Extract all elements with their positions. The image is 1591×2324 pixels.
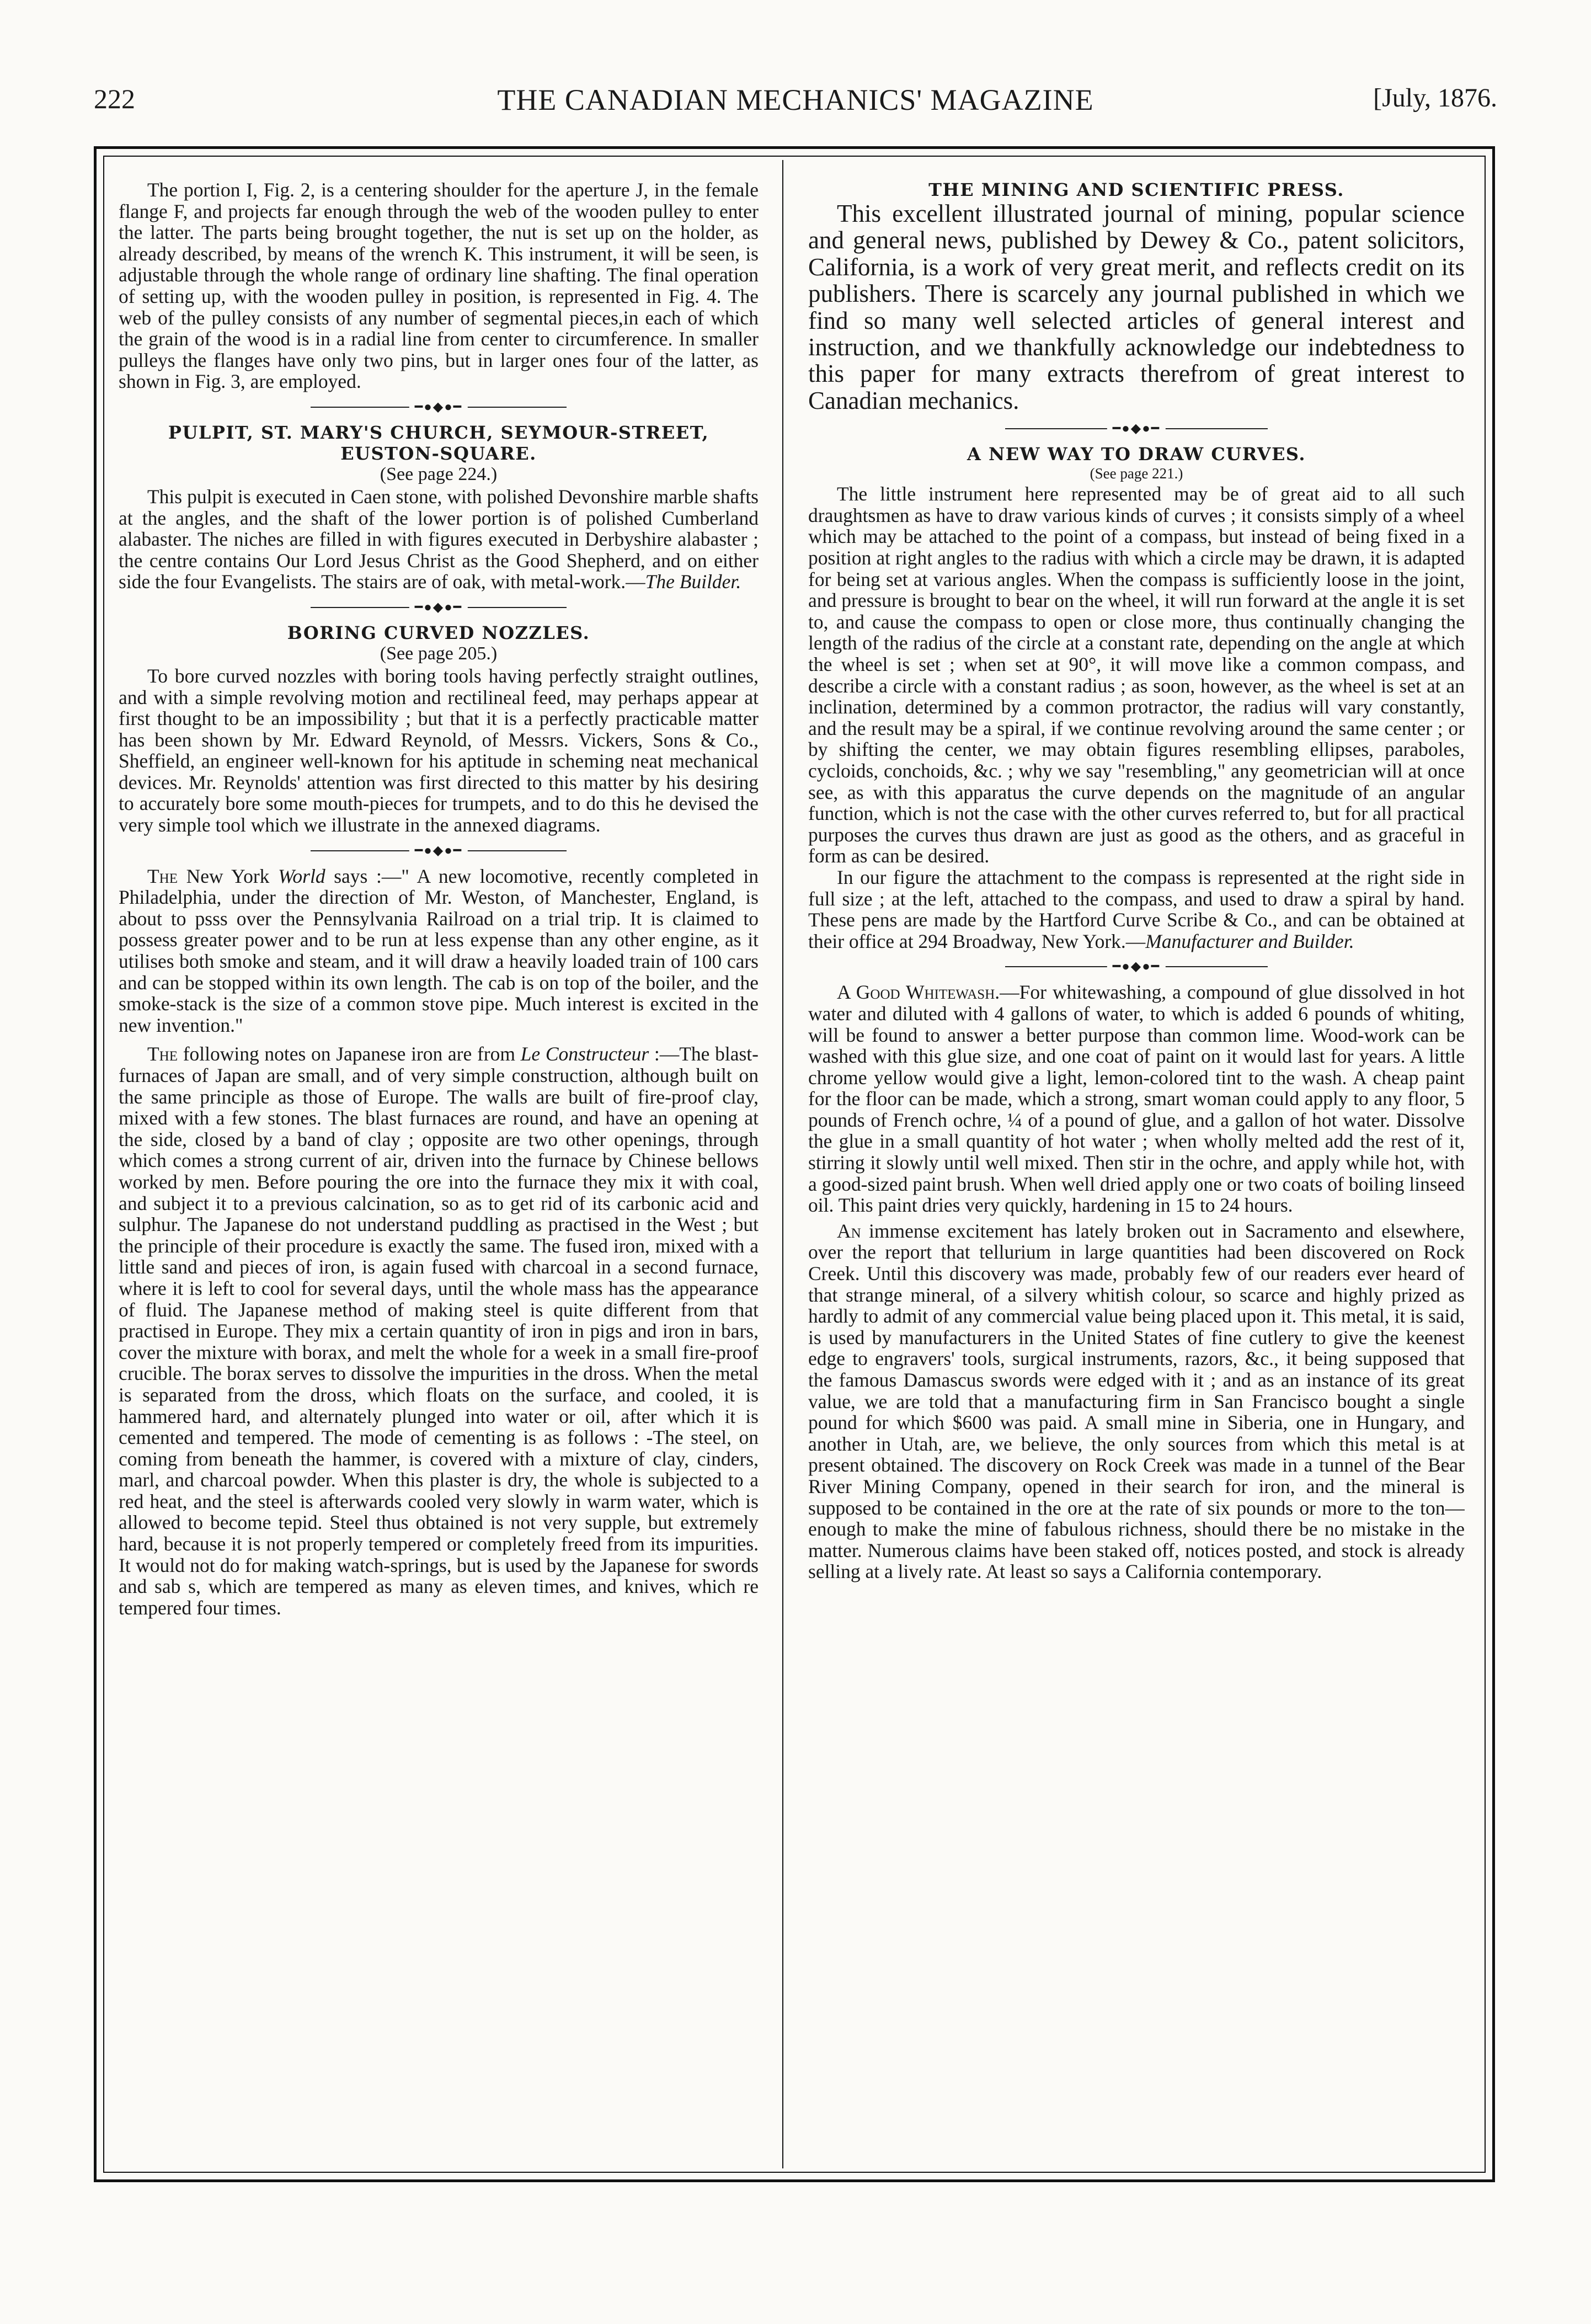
pulpit-source: The Builder.: [645, 571, 741, 593]
newspaper-name: World: [278, 865, 325, 887]
tellurium-paragraph: An immense excitement has lately broken out in Sacramento and elsewhere, over the report that tellurium in large quantities had been discovered on Rock Creek. Until this discovery was made, probably few of our readers ever heard of that strange mineral, of a silvery whitish colour, so scarce and highly prized as hardly to admit of any commercial value being placed upon it. This metal, it is said, is used by manufacturers in the United States of fine cutlery to give the keenest edge to engravers' tools, surgical instruments, razors, &c., it being supposed that the famous Damascus swords were edged with it ; and as an instance of its great value, we are told that a manufacturing firm in San Francisco bought a single pound for which $600 was paid. A small mine in Siberia, one in Hungary, and another in Utah, are, we believe, the only sources from which this metal is at present obtained. The discovery on Rock Creek was made in a tunnel of the Bear River Mining Company, opened in their search for iron, and the mineral is supposed to be contained in the ore at the rate of six pounds or more to the ton—enough to make the mine of fabulous richness, should there be no mistake in the matter. Numerous claims have been staked off, notices posted, and stock is already selling at a lively rate. At least so says a California contemporary.: [808, 1219, 1465, 1583]
curves-paragraph-2: In our figure the attachment to the compass is represented at the right side in full size ; at the left, attached to the compass, and used to draw a spiral by hand. These pens are made by the Hartford Curve Scribe & Co., and can be obtained at their office at 294 Broadway, New York.—Manufacturer and Builder.: [808, 866, 1465, 952]
press-paragraph: This excellent illustrated journal of mining, popular science and general news, published by Dewey & Co., patent solicitors, California, is a work of very great merit, and reflects credit on its publishers. There is scarcely any journal published in which we find so many well selected articles of general interest and instruction, and we thankfully acknowledge our indebtedness to this paper for many extracts therefrom of great interest to Canadian mechanics.: [808, 200, 1465, 414]
pulpit-see-page: (See page 224.): [380, 463, 498, 484]
japanese-iron-paragraph: The following notes on Japanese iron are from Le Constructeur :—The blast-furnaces of Japan are small, and of very simple construction, although built on the same principle as those of Europe. The walls are built of fire-proof clay, mixed with a few stones. The blast furnaces are round, and have an opening at the side, closed by a band of clay ; opposite are two other openings, through which comes a strong current of air, driven into the furnace by Chinese bellows worked by men. Before pouring the ore into the furnace they mix it with coal, and subject it to a previous calcination, so as to get rid of its carbonic acid and sulphur. The Japanese do not understand puddling as practised in the West ; but the principle of their procedure is exactly the same. The fused iron, mixed with a little sand and pieces of iron, is again fused with charcoal in a second furnace, where it is left to cool for several days, until the whole mass has the appearance of fluid. The Japanese method of making steel is quite different from that practised in Europe. They mix a certain quantity of iron in pigs and iron in bars, cover the mixture with borax, and melt the whole for a week in a small fire-proof crucible. The borax serves to dissolve the impurities in the dross. When the metal is separated from the dross, which floats on the surface, and cooled, it is hammered hard, and alternately plunged into water or oil, after which it is cemented and tempered. The mode of cementing is as follows : -The steel, on coming from beneath the hammer, is covered with a mixture of clay, cinders, marl, and charcoal powder. When this plaster is dry, the whole is subjected to a red heat, and the steel is afterwards cooled very slowly in warm water, which is allowed to become tepid. Steel thus obtained is not very supple, but extremely hard, because it is not properly tempered or completely freed from its impurities. It would not do for making watch-springs, but is used by the Japanese for swords and sab s, which are tempered as many as eleven times, and knives, which re tempered four times.: [119, 1043, 759, 1619]
curves-heading: A NEW WAY TO DRAW CURVES.: [967, 444, 1306, 465]
nozzles-paragraph: To bore curved nozzles with boring tools having perfectly straight outlines, and with a simple revolving motion and rectilineal feed, may perhaps appear at first thought to be an impossibility ; but that it is a perfectly practicable matter has been shown by Mr. Edward Reynold, of Messrs. Vickers, Sons & Co., Sheffield, an engineer well-known for his aptitude in scheming neat mechanical devices. Mr. Reynolds' attention was first directed to this matter by his desiring to accurately bore some mouth-pieces for trumpets, and to do this he devised the very simple tool which we illustrate in the annexed diagrams.: [119, 664, 759, 836]
pulley-paragraph: The portion I, Fig. 2, is a centering shoulder for the aperture J, in the female flange F, and projects far enough through the web of the wooden pulley to enter the latter. The parts being brought together, the nut is set up on the holder, as already described, by means of the wrench K. This instrument, it will be seen, is adjustable through the whole range of ordinary line shafting. The final operation of setting up, with the wooden pulley in position, is represented in Fig. 4. The web of the pulley consists of any number of segmental pieces,in each of which the grain of the wood is in a radial line from center to circumference. In smaller pulleys the flanges have only two pins, but in larger ones four of the latter, as shown in Fig. 3, are employed.: [119, 179, 759, 393]
nozzles-see-page: (See page 205.): [380, 643, 498, 664]
page-frame: [94, 146, 1495, 2182]
nozzles-heading: BORING CURVED NOZZLES.: [287, 622, 590, 643]
section-ornament: ━●◆●━: [119, 600, 759, 615]
page-number: 222: [94, 83, 135, 114]
press-heading: THE MINING AND SCIENTIFIC PRESS.: [928, 179, 1344, 200]
curves-see-page: (See page 221.): [1090, 465, 1183, 482]
curves-source: Manufacturer and Builder.: [1145, 930, 1354, 952]
left-column: [119, 179, 759, 2163]
curves-paragraph-1: The little instrument here represented may be of great aid to all such draughtsmen as have to draw various kinds of curves ; it consists simply of a wheel which may be attached to the point of a compass, but instead of being fixed in a position at right angles to the radius with which a circle may be drawn, it is adapted for being set at various angles. When the compass is sufficiently loose in the joint, and pressure is brought to bear on the wheel, it will run forward at the angle it is set to, and cause the compass to open or close more, thus continually changing the length of the radius of the circle at a constant rate, depending on the angle at which the wheel is set ; when set at 90°, it will move like a common compass, and describe a circle with a constant radius ; as soon, however, as the wheel is set at an inclination, determined by a common protractor, the radius will vary constantly, and the result may be a spiral, if we continue revolving around the same center ; or by shifting the center, we may obtain figures resembling ellipses, paraboles, cycloids, conchoids, &c. ; why we say "resembling," any geometrician will at once see, as with this apparatus the curve depends on the magnitude of an angular function, which is not the case with the other curves referred to, but for all practical purposes the curves thus drawn are just as good as the others, and as graceful in form as can be desired.: [808, 483, 1465, 867]
column-divider: [782, 160, 783, 2168]
whitewash-paragraph: A Good Whitewash.—For whitewashing, a compound of glue dissolved in hot water and diluted with 4 gallons of water, to which is added 6 pounds of whiting, will be found to answer a better purpose than common lime. Wood-work can be washed with this glue size, and one coat of paint on it would last for years. A little chrome yellow would give a light, lemon-colored tint to the wash. A cheap paint for the floor can be made, which a strong, smart woman could apply to any floor, 5 pounds of French ochre, ¼ of a pound of glue, and a gallon of hot water. Dissolve the glue in a small quantity of hot water ; when wholly melted add the rest of it, stirring it slowly until well mixed. Then stir in the ochre, and apply while hot, with a good-sized paint brush. When well dried apply one or two coats of boiling linseed oil. This paint dries very quickly, hardening in 15 to 24 hours.: [808, 981, 1465, 1217]
section-ornament: ━●◆●━: [119, 844, 759, 858]
locomotive-paragraph: The New York World says :—" A new locomotive, recently completed in Philadelphia, under the direction of Mr. Weston, of Manchester, England, is about to psss over the Pennsylvania Railroad on a trial trip. It is claimed to possess greater power and to be run at less expense than any other engine, as it utilises both smoke and steam, and it will draw a heavily loaded train of 100 cars and can be stopped within its own length. The cab is on top of the boiler, and the smoke-stack is the size of a common stove pipe. Much interest is excited in the new invention.": [119, 865, 759, 1036]
iron-source: Le Constructeur: [520, 1043, 649, 1065]
section-ornament: ━●◆●━: [119, 400, 759, 414]
page-header: [94, 83, 1497, 127]
right-column: [808, 179, 1465, 2163]
section-ornament: ━●◆●━: [808, 422, 1465, 436]
magazine-title: THE CANADIAN MECHANICS' MAGAZINE: [497, 83, 1094, 116]
issue-date: [July, 1876.: [1373, 83, 1497, 113]
pulpit-paragraph: This pulpit is executed in Caen stone, with polished Devonshire marble shafts at the angles, and the shaft of the lower portion is of polished Cumberland alabaster. The niches are filled in with figures executed in Derbyshire alabaster ; the centre contains Our Lord Jesus Christ as the Good Shepherd, and on either side the four Evangelists. The stairs are of oak, with metal-work.—The Builder.: [119, 485, 759, 593]
whitewash-title: A Good Whitewash.: [837, 981, 1000, 1004]
pulpit-heading: PULPIT, ST. MARY'S CHURCH, SEYMOUR-STREET, EUSTON-SQUARE.: [168, 422, 709, 464]
section-ornament: ━●◆●━: [808, 960, 1465, 974]
